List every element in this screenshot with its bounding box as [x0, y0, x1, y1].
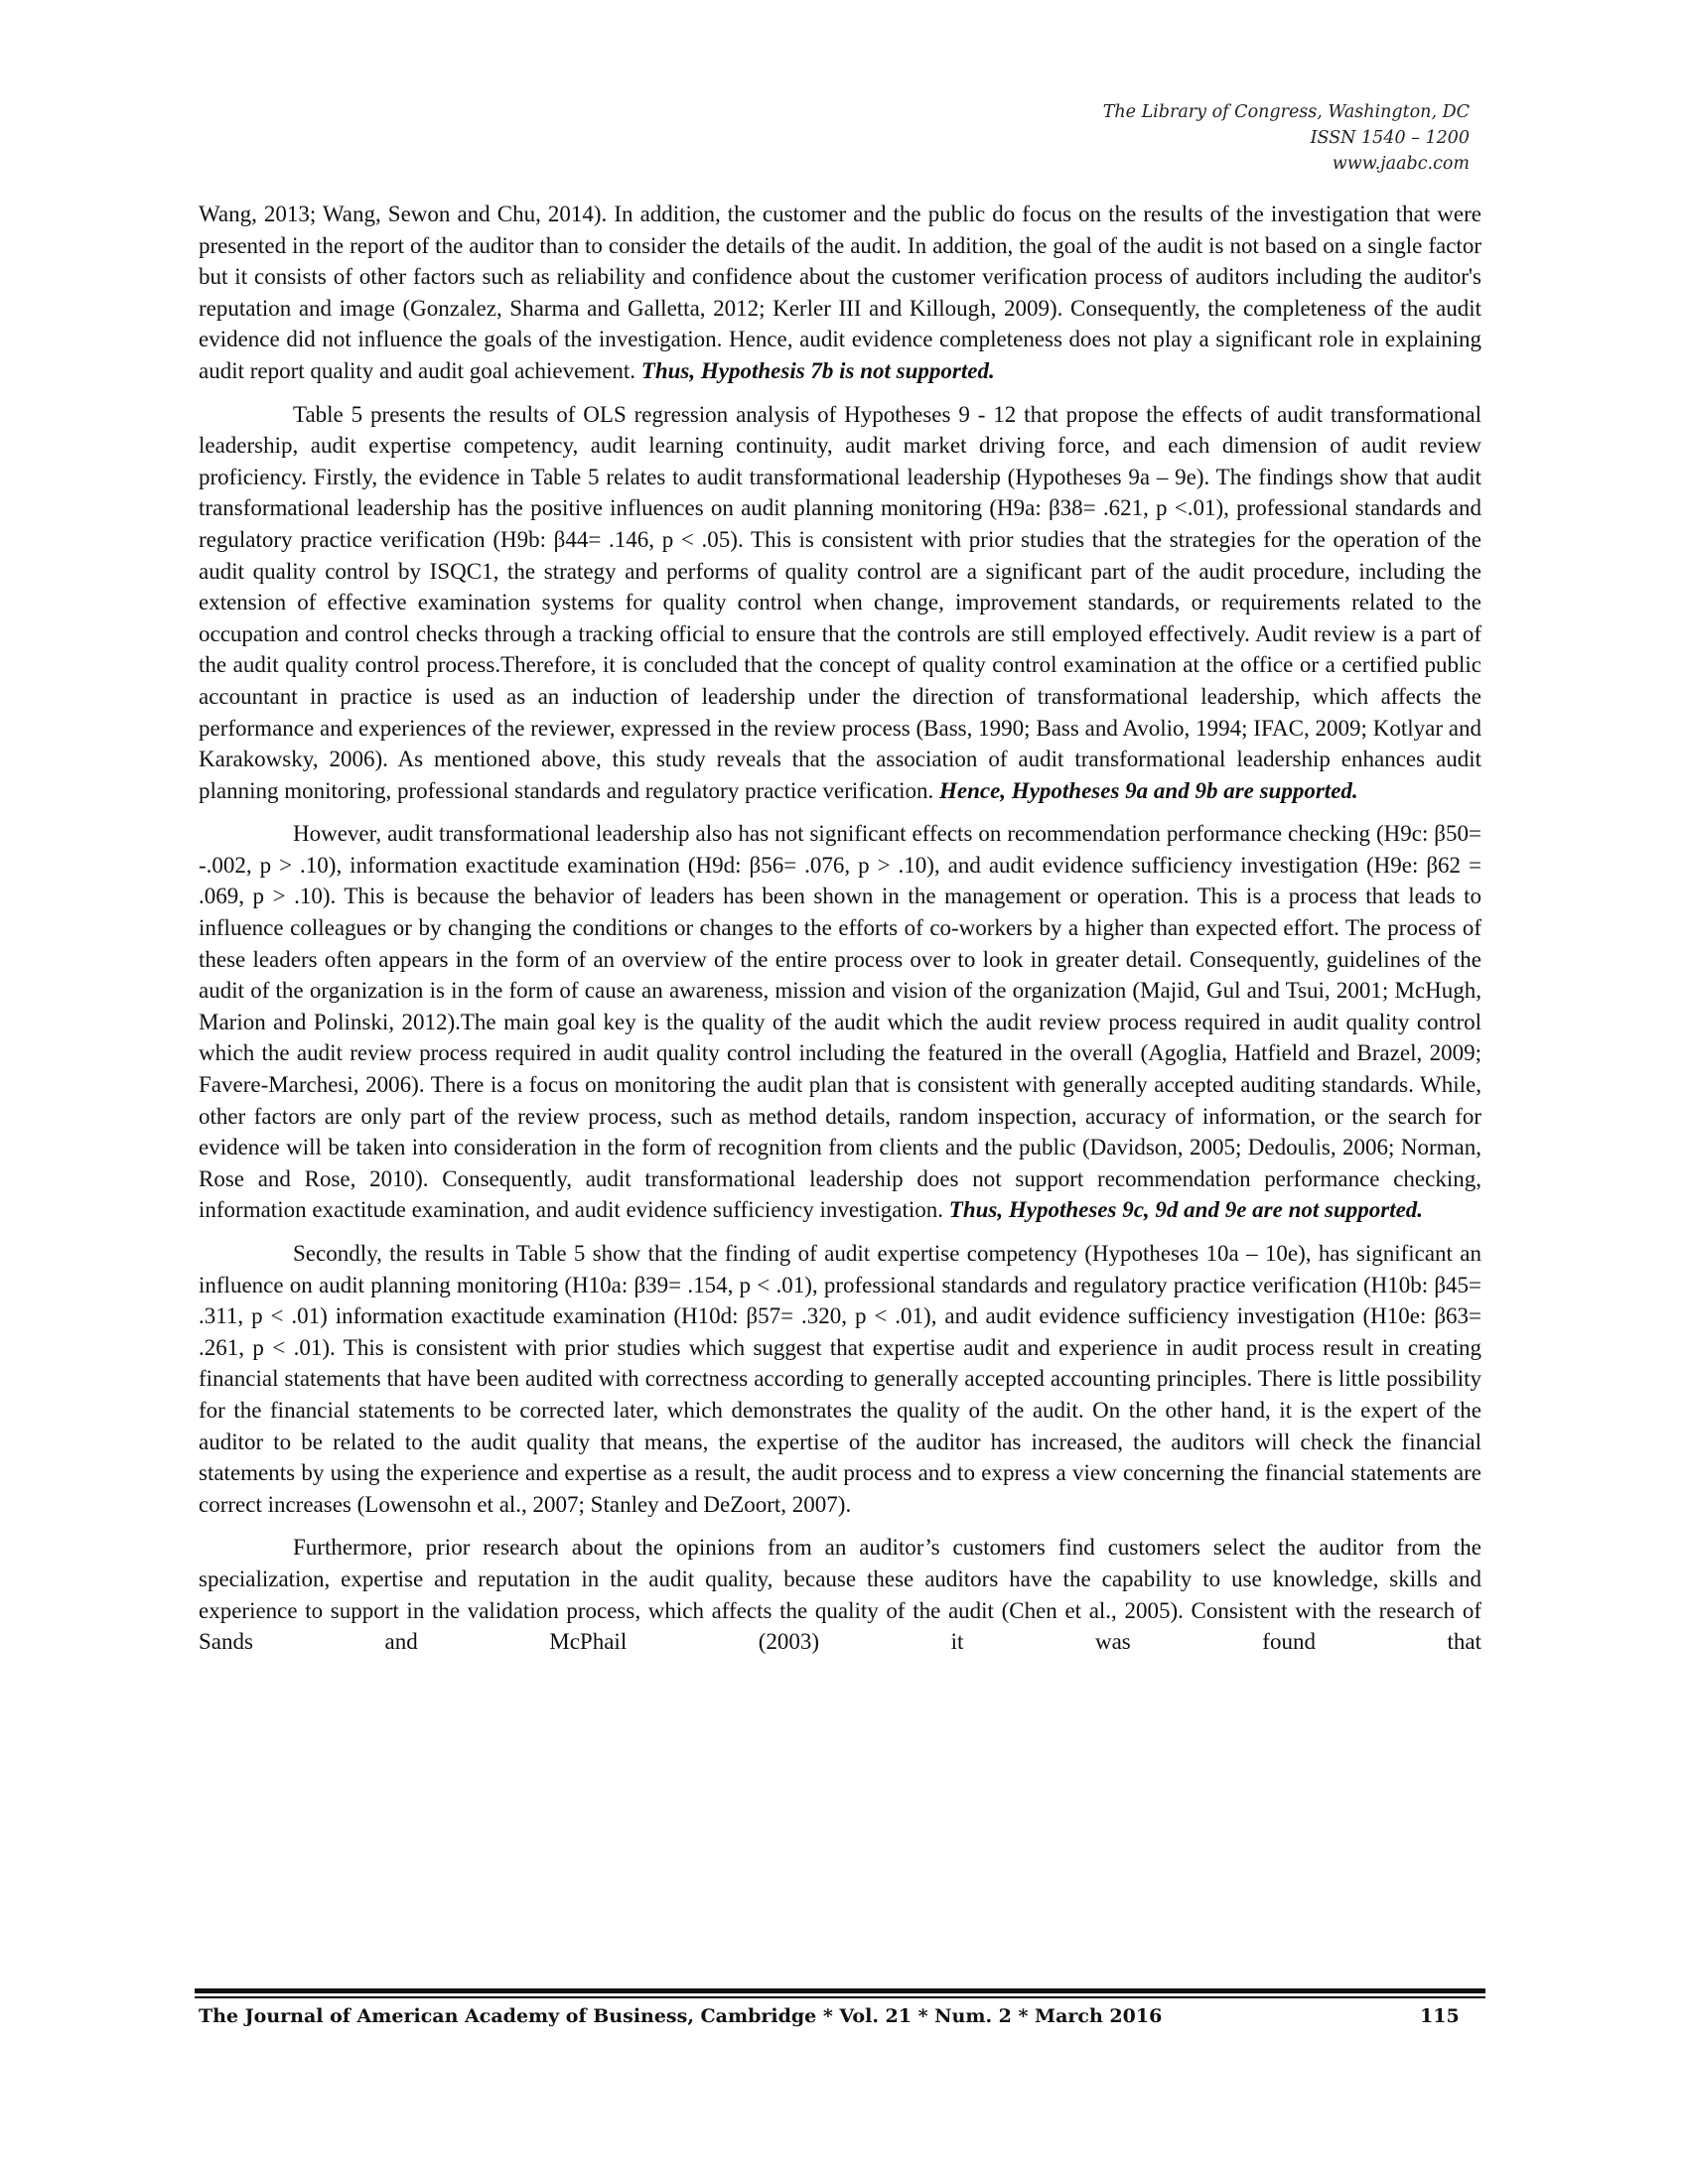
- paragraph-5: [199, 1532, 1481, 1657]
- paragraph-2: [199, 399, 1481, 807]
- paragraph-text: However, audit transformational leadership also has not significant effects on recommendation performance checking (H9c: β50= -.002, p > .10), information exactitude examination (H9d: β56= .076, p > .10), and audit evidence sufficiency investigation (H9e: β62 = .069, p > .10). This is because the behavior of leaders has been shown in the management or operation. This is a process that leads to influence colleagues or by changing the conditions or changes to the efforts of co-workers by a higher than expected effort. The process of these leaders often appears in the form of an overview of the entire process over to look in greater detail. Consequently, guidelines of the audit of the organization is in the form of cause an awareness, mission and vision of the organization (Majid, Gul and Tsui, 2001; McHugh, Marion and Polinski, 2012).The main goal key is the quality of the audit which the audit review process required in audit quality control which the audit review process required in audit quality control including the featured in the overall (Agoglia, Hatfield and Brazel, 2009; Favere-Marchesi, 2006). There is a focus on monitoring the audit plan that is consistent with generally accepted auditing standards. While, other factors are only part of the review process, such as method details, random inspection, accuracy of information, or the search for evidence will be taken into consideration in the form of recognition from clients and the public (Davidson, 2005; Dedoulis, 2006; Norman, Rose and Rose, 2010). Consequently, audit transformational leadership does not support recommendation performance checking, information exactitude examination, and audit evidence sufficiency investigation.: [199, 821, 1481, 1223]
- paragraph-conclusion: Hence, Hypotheses 9a and 9b are supported.: [939, 777, 1358, 803]
- paragraph-text: Secondly, the results in Table 5 show that the finding of audit expertise competency (Hypotheses 10a – 10e), has significant an influence on audit planning monitoring (H10a: β39= .154, p < .01), professional standards and regulatory practice verification (H10b: β45= .311, p < .01) information exactitude examination (H10d: β57= .320, p < .01), and audit evidence sufficiency investigation (H10e: β63= .261, p < .01). This is consistent with prior studies which suggest that expertise audit and experience in audit process result in creating financial statements that have been audited with correctness according to generally accepted accounting principles. There is little possibility for the financial statements to be corrected later, which demonstrates the quality of the audit. On the other hand, it is the expert of the auditor to be related to the audit quality that means, the expertise of the auditor has increased, the auditors will check the financial statements by using the experience and expertise as a result, the audit process and to express a view concerning the financial statements are correct increases (Lowensohn et al., 2007; Stanley and DeZoort, 2007).: [199, 1241, 1481, 1517]
- paragraph-conclusion: Thus, Hypotheses 9c, 9d and 9e are not supported.: [948, 1197, 1424, 1223]
- paragraph-conclusion: Thus, Hypothesis 7b is not supported.: [640, 357, 995, 383]
- paragraph-text: Table 5 presents the results of OLS regression analysis of Hypotheses 9 - 12 that propose the effects of audit transformational leadership, audit expertise competency, audit learning continuity, audit market driving force, and each dimension of audit review proficiency. Firstly, the evidence in Table 5 relates to audit transformational leadership (Hypotheses 9a – 9e). The findings show that audit transformational leadership has the positive influences on audit planning monitoring (H9a: β38= .621, p <.01), professional standards and regulatory practice verification (H9b: β44= .146, p < .05). This is consistent with prior studies that the strategies for the operation of the audit quality control by ISQC1, the strategy and performs of quality control are a significant part of the audit procedure, including the extension of effective examination systems for quality control when change, improvement standards, or requirements related to the occupation and control checks through a tracking official to ensure that the controls are still employed effectively. Audit review is a part of the audit quality control process.Therefore, it is concluded that the concept of quality control examination at the office or a certified public accountant in practice is used as an induction of leadership under the direction of transformational leadership, which affects the performance and experiences of the reviewer, expressed in the review process (Bass, 1990; Bass and Avolio, 1994; IFAC, 2009; Kotlyar and Karakowsky, 2006). As mentioned above, this study reveals that the association of audit transformational leadership enhances audit planning monitoring, professional standards and regulatory practice verification.: [199, 401, 1481, 803]
- footer-rule-thick: [195, 1988, 1485, 1993]
- paragraph-text: Furthermore, prior research about the opinions from an auditor’s customers find customers select the auditor from the specialization, expertise and reputation in the audit quality, because these auditors have the capability to use knowledge, skills and experience to support in the validation process, which affects the quality of the audit (Chen et al., 2005). Consistent with the research of Sands and McPhail (2003) it was found that: [199, 1535, 1481, 1655]
- paragraph-4: [199, 1238, 1481, 1520]
- running-header: [1103, 99, 1470, 177]
- paragraph-3: [199, 818, 1481, 1226]
- footer-journal: The Journal of American Academy of Business, Cambridge * Vol. 21 * Num. 2 * March 2016: [199, 2005, 1163, 2027]
- header-website: www.jaabc.com: [1332, 154, 1470, 174]
- header-publisher: The Library of Congress, Washington, DC: [1102, 102, 1470, 122]
- footer-rule-thin: [195, 1996, 1485, 1998]
- page-number: 115: [1420, 2005, 1460, 2027]
- paragraph-1: [199, 199, 1481, 387]
- body-text: [199, 199, 1481, 1670]
- header-issn: ISSN 1540 – 1200: [1310, 128, 1470, 148]
- paragraph-text: Wang, 2013; Wang, Sewon and Chu, 2014). In addition, the customer and the public do focus on the results of the investigation that were presented in the report of the auditor than to consider the details of the audit. In addition, the goal of the audit is not based on a single factor but it consists of other factors such as reliability and confidence about the customer verification process of auditors including the auditor's reputation and image (Gonzalez, Sharma and Galletta, 2012; Kerler III and Killough, 2009). Consequently, the completeness of the audit evidence did not influence the goals of the investigation. Hence, audit evidence completeness does not play a significant role in explaining audit report quality and audit goal achievement.: [199, 202, 1481, 383]
